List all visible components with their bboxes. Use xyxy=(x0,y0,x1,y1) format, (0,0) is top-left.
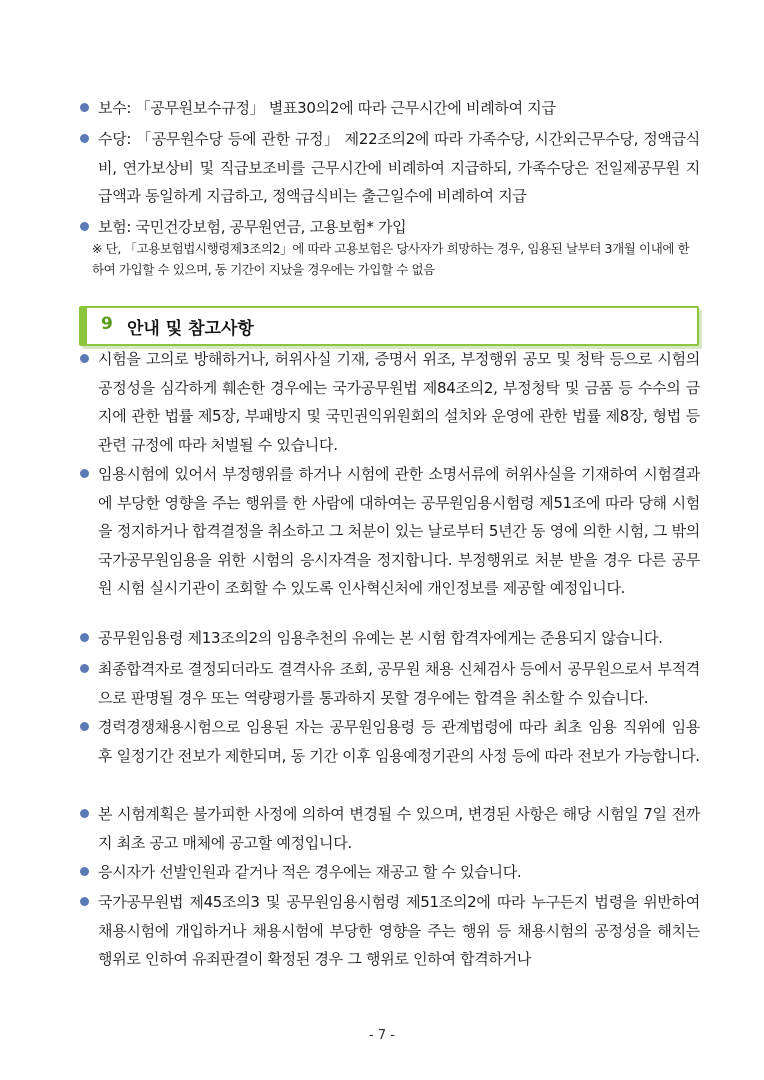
pay-item-text: 보수: 「공무원보수규정」 별표30의2에 따라 근무시간에 비례하여 지급 xyxy=(98,99,556,117)
bullet-icon xyxy=(80,897,89,906)
bullet-icon xyxy=(80,867,89,876)
bullet-icon xyxy=(80,354,89,363)
notice-item xyxy=(80,345,700,459)
pay-item-salary xyxy=(80,94,700,123)
notice-text: 공무원임용령 제13조의2의 임용추천의 유예는 본 시험 합격자에게는 준용되지 않습니다. xyxy=(98,629,663,647)
bullet-icon xyxy=(80,664,89,673)
insurance-note: ※ 단, 「고용보험법시행령제3조의2」에 따라 고용보험은 당사자가 희망하는 경우, 임용된 날부터 3개월 이내에 한하여 가입할 수 있으며, 동 기간이 지났을 경우에는 가입할 수 없음 xyxy=(92,241,690,277)
bullet-icon xyxy=(80,633,89,642)
notice-text: 시험을 고의로 방해하거나, 허위사실 기재, 증명서 위조, 부정행위 공모 및 청탁 등으로 시험의 공정성을 심각하게 훼손한 경우에는 국가공무원법 제84조의2, 부정청탁 및 금품 등 수수의 금지에 관한 법률 제5장, 부패방지 및 국민권익위원회의 설치와 운영에 관한 법률 제8장, 형법 등 관련 규정에 따라 처벌될 수 있습니다. xyxy=(98,350,700,454)
notice-item xyxy=(80,800,700,857)
notice-item xyxy=(80,460,700,603)
notice-text: 국가공무원법 제45조의3 및 공무원임용시험령 제51조의2에 따라 누구든지 법령을 위반하여 채용시험에 개입하거나 채용시험에 부당한 영향을 주는 행위 등 채용시험의 공정성을 해치는 행위로 인하여 유죄판결이 확정된 경우 그 행위로 인하여 합격하거나 xyxy=(98,893,700,968)
section-number: 9 xyxy=(101,314,113,334)
bullet-icon xyxy=(80,103,89,112)
notice-text: 본 시험계획은 불가피한 사정에 의하여 변경될 수 있으며, 변경된 사항은 해당 시험일 7일 전까지 최초 공고 매체에 공고할 예정입니다. xyxy=(98,805,700,852)
pay-item-text: 보험: 국민건강보험, 공무원연금, 고용보험* 가입 xyxy=(98,218,407,236)
pay-item-text: 수당: 「공무원수당 등에 관한 규정」 제22조의2에 따라 가족수당, 시간외근무수당, 정액급식비, 연가보상비 및 직급보조비를 근무시간에 비례하여 지급하되, 가족수당은 전일제공무원 지급액과 동일하게 지급하고, 정액급식비는 출근일수에 비례하여 지급 xyxy=(98,130,700,205)
notice-item xyxy=(80,888,700,974)
section-title: 안내 및 참고사항 xyxy=(127,319,254,339)
notice-text: 임용시험에 있어서 부정행위를 하거나 시험에 관한 소명서류에 허위사실을 기재하여 시험결과에 부당한 영향을 주는 행위를 한 사람에 대하여는 공무원임용시험령 제51조에 따라 당해 시험을 정지하거나 합격결정을 취소하고 그 처분이 있는 날로부터 5년간 동 영에 의한 시험, 그 밖의 국가공무원임용을 위한 시험의 응시자격을 정지합니다. 부정행위로 처분 받을 경우 다른 공무원 시험 실시기관이 조회할 수 있도록 인사혁신처에 개인정보를 제공할 예정입니다. xyxy=(98,465,700,597)
notice-text: 최종합격자로 결정되더라도 결격사유 조회, 공무원 채용 신체검사 등에서 공무원으로서 부적격으로 판명될 경우 또는 역량평가를 통과하지 못할 경우에는 합격을 취소할 수 있습니다. xyxy=(98,660,700,707)
page-number: - 7 - xyxy=(369,1028,395,1043)
bullet-icon xyxy=(80,134,89,143)
notice-item xyxy=(80,858,700,887)
section-header xyxy=(79,306,699,346)
notice-item xyxy=(80,655,700,712)
notice-text: 경력경쟁채용시험으로 임용된 자는 공무원임용령 등 관계법령에 따라 최초 임용 직위에 임용 후 일정기간 전보가 제한되며, 동 기간 이후 임용예정기관의 사정 등에 따라 전보가 가능합니다. xyxy=(98,718,700,765)
notice-item xyxy=(80,713,700,770)
notice-item xyxy=(80,624,700,653)
bullet-icon xyxy=(80,469,89,478)
bullet-icon xyxy=(80,809,89,818)
bullet-icon xyxy=(80,222,89,231)
notice-text: 응시자가 선발인원과 같거나 적은 경우에는 재공고 할 수 있습니다. xyxy=(98,863,522,881)
pay-item-allowance xyxy=(80,125,700,211)
bullet-icon xyxy=(80,722,89,731)
